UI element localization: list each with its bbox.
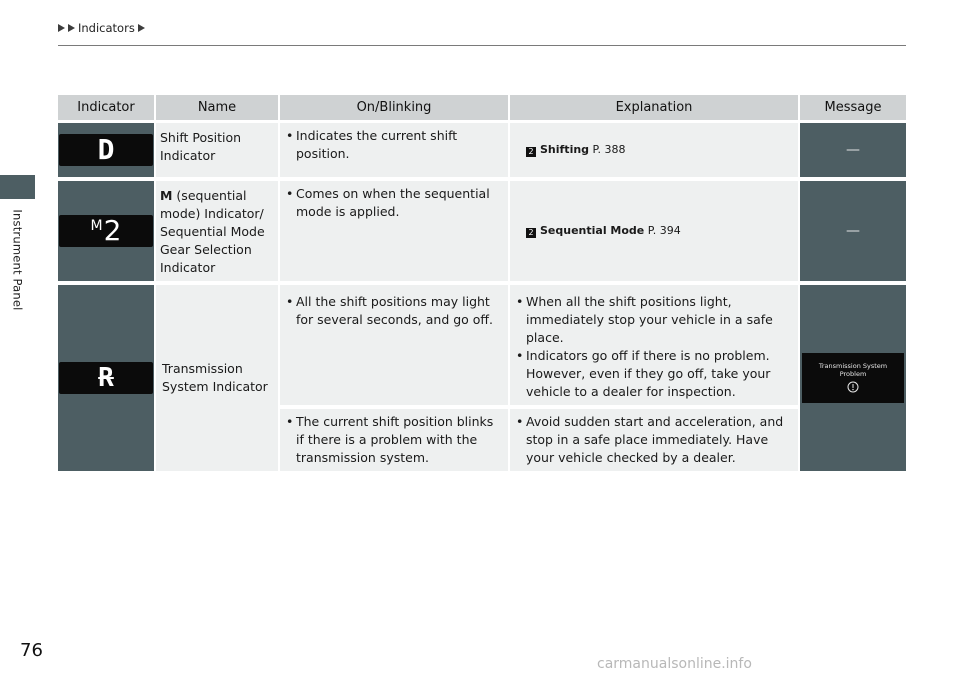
reference-arrow-icon: 2	[526, 228, 536, 238]
indicator-cell	[58, 123, 156, 181]
table-row	[58, 123, 906, 181]
indicator-table	[58, 95, 906, 475]
message-cell: —	[800, 181, 906, 285]
name-cell: Transmission System Indicator	[156, 285, 280, 475]
watermark: carmanualsonline.info	[597, 656, 752, 672]
table-header-row	[58, 95, 906, 123]
table-row	[58, 181, 906, 285]
on-blinking-cell: • The current shift position blinks if there is a problem with the transmission system.	[280, 409, 510, 475]
on-blinking-cell: • Comes on when the sequential mode is applied.	[280, 181, 510, 285]
explanation-cell	[510, 123, 800, 181]
name-cell: M (sequential mode) Indicator/ Sequential Mode Gear Selection Indicator	[156, 181, 280, 285]
explanation-cell: • When all the shift positions light, immediately stop your vehicle in a safe place. • Indicators go off if there is no problem. However, even if they go off, take your vehicle to a dealer for inspection.	[510, 285, 800, 409]
header-explanation: Explanation	[510, 95, 800, 123]
transmission-system-icon: R	[59, 362, 153, 394]
header-message: Message	[800, 95, 906, 123]
page-number: 76	[20, 640, 43, 661]
header-indicator: Indicator	[58, 95, 156, 123]
header-on-blinking: On/Blinking	[280, 95, 510, 123]
cross-reference-link[interactable]: 2 Shifting P. 388	[516, 141, 794, 159]
header-name: Name	[156, 95, 280, 123]
shift-position-d-icon: D	[59, 134, 153, 166]
section-tab	[0, 175, 35, 199]
transmission-problem-message: Transmission System Problem	[802, 353, 904, 403]
breadcrumb	[58, 21, 145, 35]
on-blinking-cell: • Indicates the current shift position.	[280, 123, 510, 181]
indicator-cell	[58, 181, 156, 285]
breadcrumb-item: Indicators	[78, 21, 135, 35]
breadcrumb-arrow-icon	[68, 24, 75, 32]
header-rule	[58, 45, 906, 46]
message-cell: —	[800, 123, 906, 181]
message-cell	[800, 285, 906, 475]
reference-arrow-icon: 2	[526, 147, 536, 157]
section-label: Instrument Panel	[11, 209, 25, 311]
explanation-cell	[510, 181, 800, 285]
breadcrumb-arrow-icon	[58, 24, 65, 32]
table-row	[58, 285, 906, 409]
indicator-cell	[58, 285, 156, 475]
name-cell: Shift Position Indicator	[156, 123, 280, 181]
on-blinking-cell: • All the shift positions may light for several seconds, and go off.	[280, 285, 510, 409]
warning-gear-icon	[846, 380, 860, 394]
cross-reference-link[interactable]: 2 Sequential Mode P. 394	[516, 222, 794, 240]
breadcrumb-arrow-icon	[138, 24, 145, 32]
explanation-cell: • Avoid sudden start and acceleration, and stop in a safe place immediately. Have your vehicle checked by a dealer.	[510, 409, 800, 475]
sequential-mode-m2-icon: M 2	[59, 215, 153, 247]
